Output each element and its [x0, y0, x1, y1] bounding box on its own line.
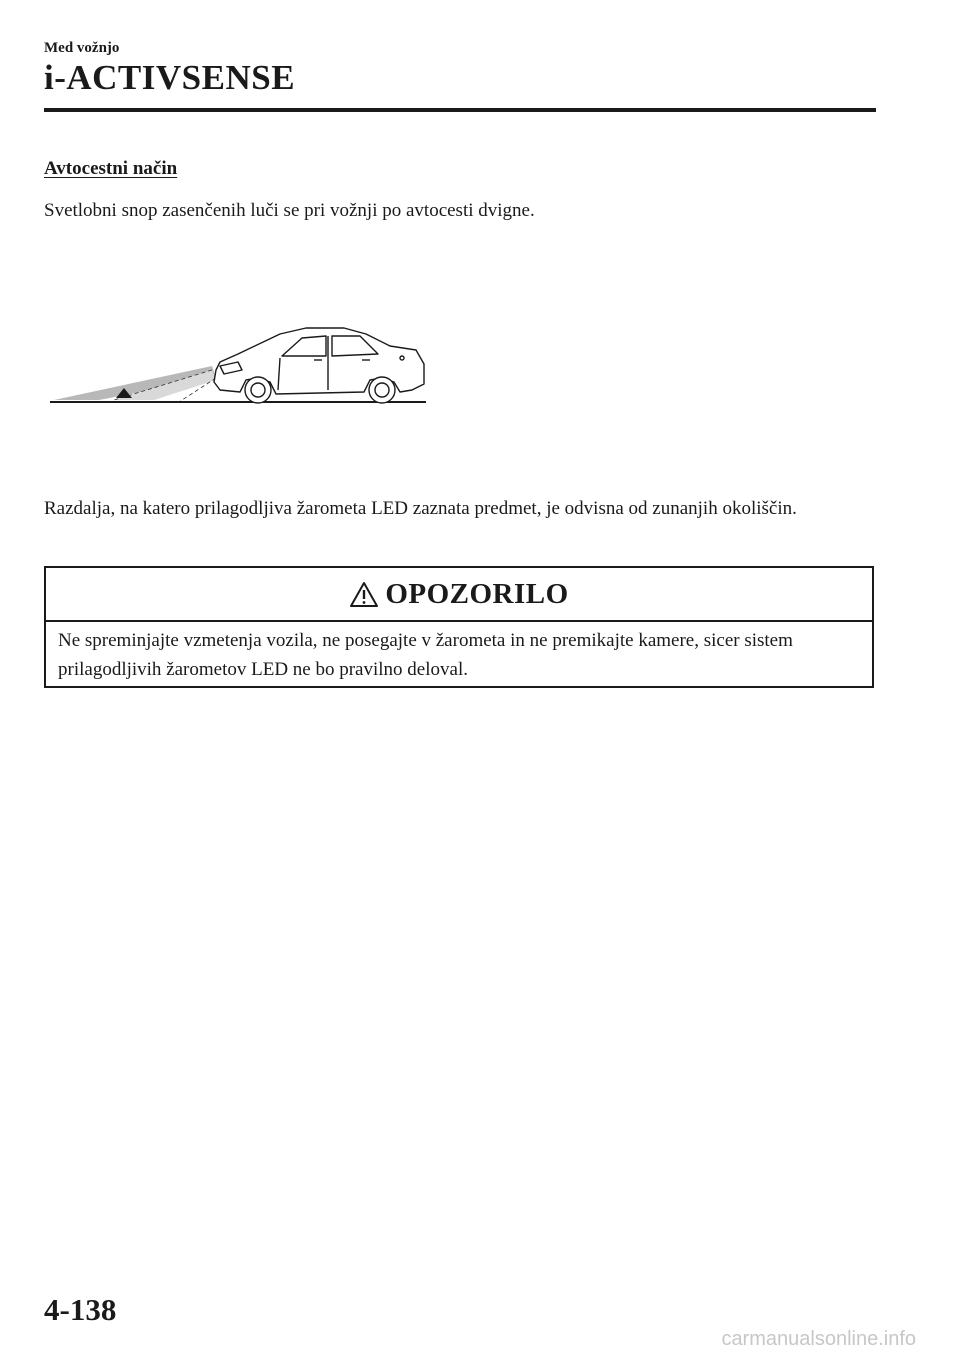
warning-header [46, 568, 872, 622]
paragraph-detection-distance: Razdalja, na katero prilagodljiva žarometa LED zaznata predmet, je odvisna od zunanjih okoliščin. [44, 498, 797, 519]
watermark: carmanualsonline.info [721, 1328, 916, 1350]
warning-title: OPOZORILO [385, 577, 569, 610]
title-rule [44, 108, 876, 112]
warning-text: Ne spreminjajte vzmetenja vozila, ne posegajte v žarometa in ne premikajte kamere, sicer sistem prilagodljivih žarometov LED ne bo pravilno deloval. [58, 630, 793, 680]
car-icon [214, 328, 424, 403]
car-headlight-illustration [44, 318, 434, 418]
warning-box [44, 566, 874, 688]
section-label: Med vožnjo [44, 40, 120, 56]
subheading: Avtocestni način [44, 158, 178, 179]
chapter-title: i-ACTIVSENSE [44, 58, 296, 97]
paragraph-highway-beam: Svetlobni snop zasenčenih luči se pri vožnji po avtocesti dvigne. [44, 200, 535, 221]
page-number: 4-138 [44, 1292, 117, 1327]
warning-triangle-icon [349, 580, 379, 608]
